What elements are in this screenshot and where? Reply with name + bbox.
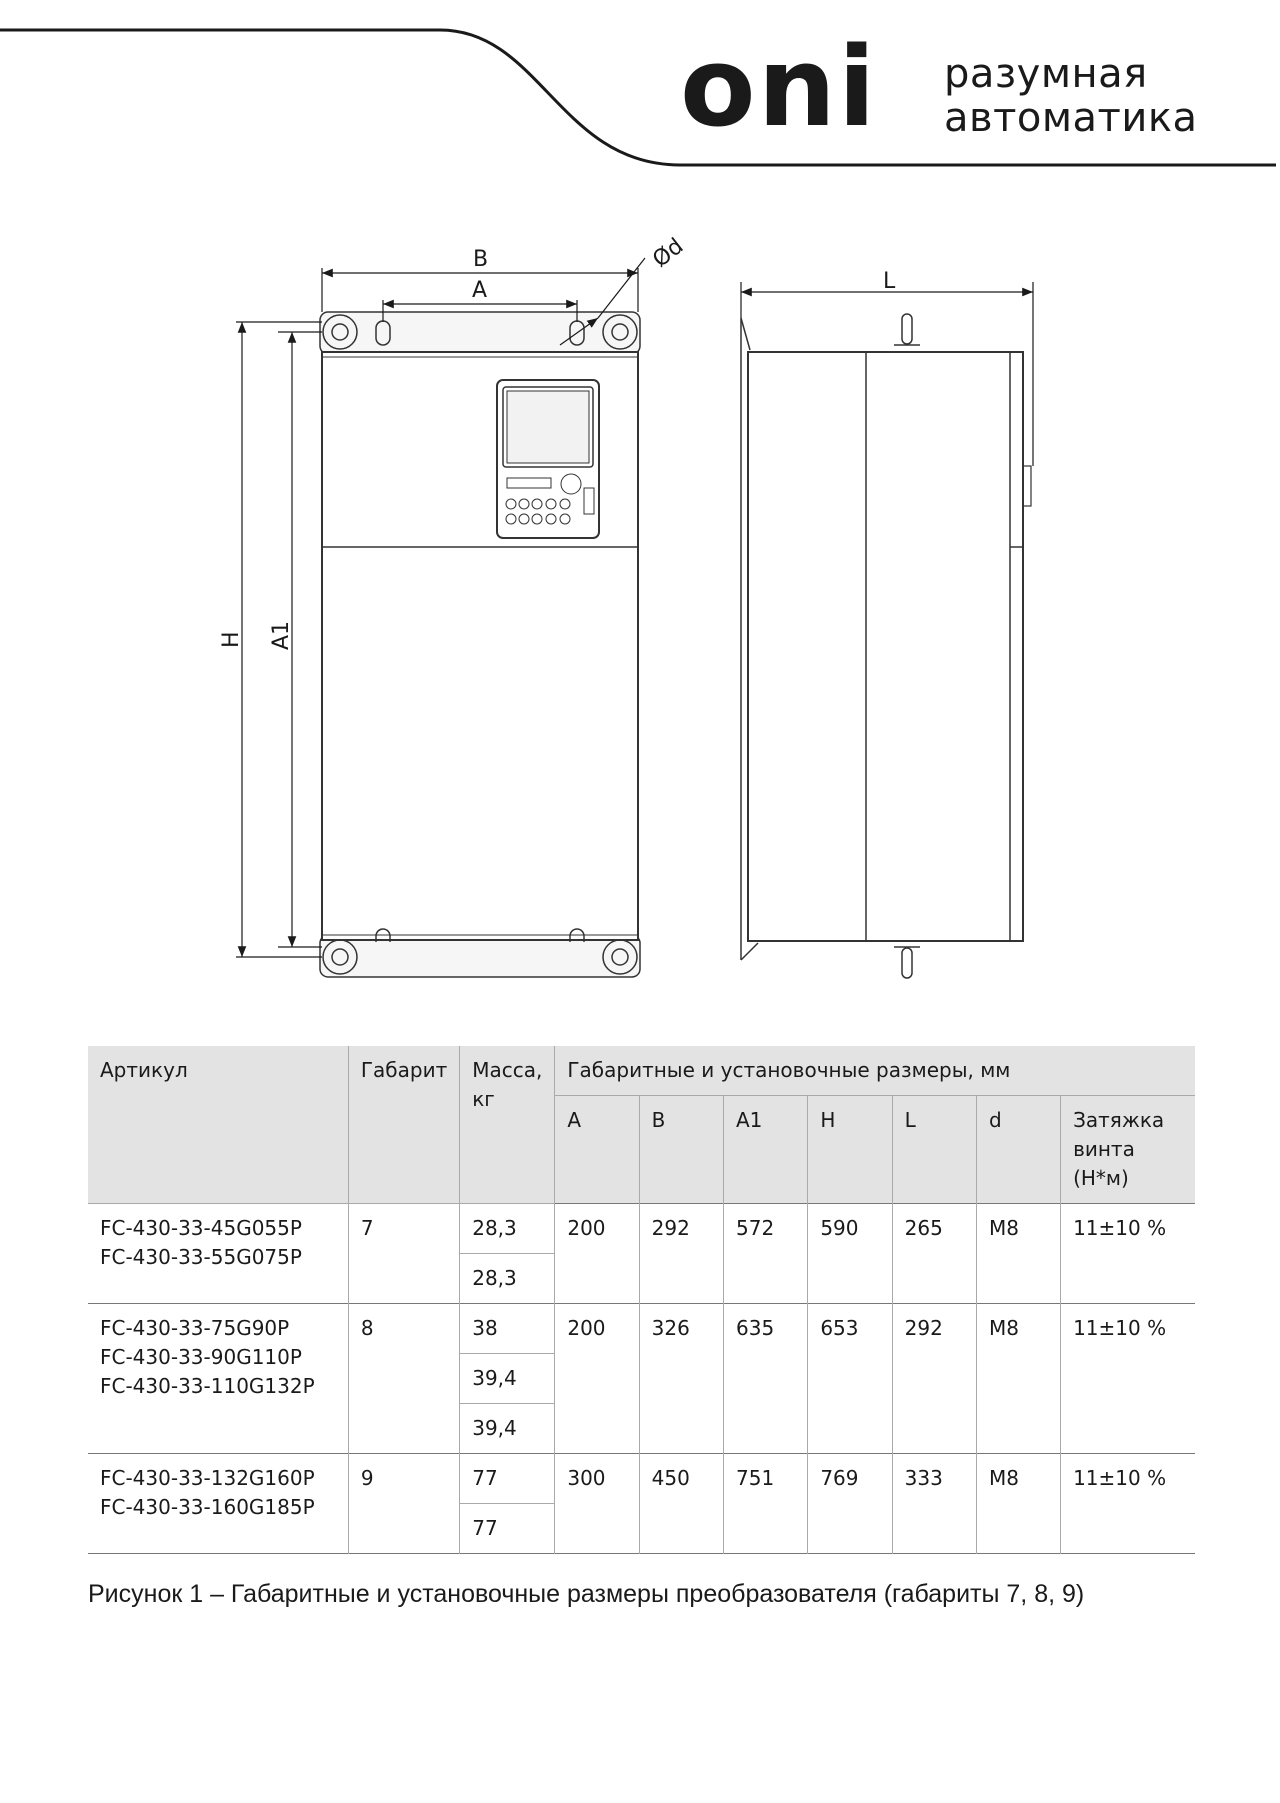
- header-torque: [1061, 1096, 1195, 1204]
- label-A1: A1: [269, 620, 294, 650]
- header-dimensions-group: Габаритные и установочные размеры, мм: [555, 1046, 1195, 1096]
- header-d: d: [976, 1096, 1060, 1204]
- dim-L-value: 333: [892, 1454, 976, 1554]
- dim-A1-value: 635: [724, 1304, 808, 1454]
- bottom-mounting-bracket: [320, 935, 640, 977]
- dim-H-value: 653: [808, 1304, 892, 1454]
- label-H: H: [219, 631, 244, 648]
- mass-value: 77: [460, 1504, 555, 1554]
- brand-tagline: [944, 52, 1198, 140]
- dimension-drawing: [0, 220, 1280, 1000]
- dim-A1-value: 572: [724, 1204, 808, 1304]
- frame-size: 7: [348, 1204, 459, 1304]
- mass-value: 39,4: [460, 1354, 555, 1404]
- dim-H-value: 590: [808, 1204, 892, 1304]
- torque-value: 11±10 %: [1061, 1454, 1195, 1554]
- header-L: L: [892, 1096, 976, 1204]
- mass-value: 38: [460, 1304, 555, 1354]
- table-row: [88, 1204, 1195, 1254]
- torque-value: 11±10 %: [1061, 1204, 1195, 1304]
- dim-L-value: 292: [892, 1304, 976, 1454]
- frame-size: 8: [348, 1304, 459, 1454]
- model-article: FC-430-33-110G132P: [100, 1374, 315, 1398]
- lifting-eye-bottom: [894, 941, 920, 978]
- model-list: [88, 1304, 348, 1454]
- model-article: FC-430-33-55G075P: [100, 1245, 302, 1269]
- figure-caption: Рисунок 1 – Габаритные и установочные размеры преобразователя (габариты 7, 8, 9): [88, 1580, 1085, 1608]
- label-d: Ød: [648, 233, 689, 273]
- tagline-line-2: автоматика: [944, 95, 1198, 141]
- mass-value: 77: [460, 1454, 555, 1504]
- model-list: [88, 1204, 348, 1304]
- label-B: B: [473, 247, 489, 272]
- table-bottom-rule: [88, 1554, 1195, 1555]
- dim-d-value: M8: [976, 1304, 1060, 1454]
- model-list: [88, 1454, 348, 1554]
- dim-A1-value: 751: [724, 1454, 808, 1554]
- header-frame: Габарит: [348, 1046, 459, 1204]
- header-torque-line-3: (Н*м): [1073, 1166, 1129, 1190]
- label-A: A: [472, 278, 488, 303]
- dimensions-table: [88, 1046, 1195, 1554]
- dim-d-value: M8: [976, 1204, 1060, 1304]
- dim-A-value: 300: [555, 1454, 639, 1554]
- dim-A-value: 200: [555, 1304, 639, 1454]
- header-mass: [460, 1046, 555, 1204]
- table-header-row: [88, 1046, 1195, 1096]
- dim-B-value: 450: [639, 1454, 723, 1554]
- table-row: [88, 1454, 1195, 1504]
- header-B: B: [639, 1096, 723, 1204]
- model-article: FC-430-33-160G185P: [100, 1495, 315, 1519]
- keypad-panel: [497, 380, 599, 538]
- header-article: Артикул: [88, 1046, 348, 1204]
- lifting-eye-top: [894, 314, 920, 352]
- front-view: [320, 312, 640, 977]
- top-mounting-bracket: [320, 312, 640, 354]
- dim-A-value: 200: [555, 1204, 639, 1304]
- dim-H-value: 769: [808, 1454, 892, 1554]
- frame-size: 9: [348, 1454, 459, 1554]
- mass-value: 39,4: [460, 1404, 555, 1454]
- brand-logo: oni: [680, 23, 878, 151]
- header-A: A: [555, 1096, 639, 1204]
- header-A1: A1: [724, 1096, 808, 1204]
- torque-value: 11±10 %: [1061, 1304, 1195, 1454]
- dim-B-value: 292: [639, 1204, 723, 1304]
- header-mass-line-2: кг: [472, 1087, 495, 1111]
- dim-d-value: M8: [976, 1454, 1060, 1554]
- header-torque-line-2: винта: [1073, 1137, 1135, 1161]
- mass-value: 28,3: [460, 1254, 555, 1304]
- dim-L-value: 265: [892, 1204, 976, 1304]
- mass-value: 28,3: [460, 1204, 555, 1254]
- header-H: H: [808, 1096, 892, 1204]
- tagline-line-1: разумная: [944, 51, 1148, 97]
- model-article: FC-430-33-75G90P: [100, 1316, 290, 1340]
- dim-B-value: 326: [639, 1304, 723, 1454]
- drive-body-side: [748, 352, 1023, 941]
- model-article: FC-430-33-132G160P: [100, 1466, 315, 1490]
- model-article: FC-430-33-90G110P: [100, 1345, 302, 1369]
- header-mass-line-1: Масса,: [472, 1058, 543, 1082]
- label-L: L: [883, 269, 896, 294]
- header-torque-line-1: Затяжка: [1073, 1108, 1165, 1132]
- model-article: FC-430-33-45G055P: [100, 1216, 302, 1240]
- table-row: [88, 1304, 1195, 1354]
- side-view: [741, 314, 1031, 978]
